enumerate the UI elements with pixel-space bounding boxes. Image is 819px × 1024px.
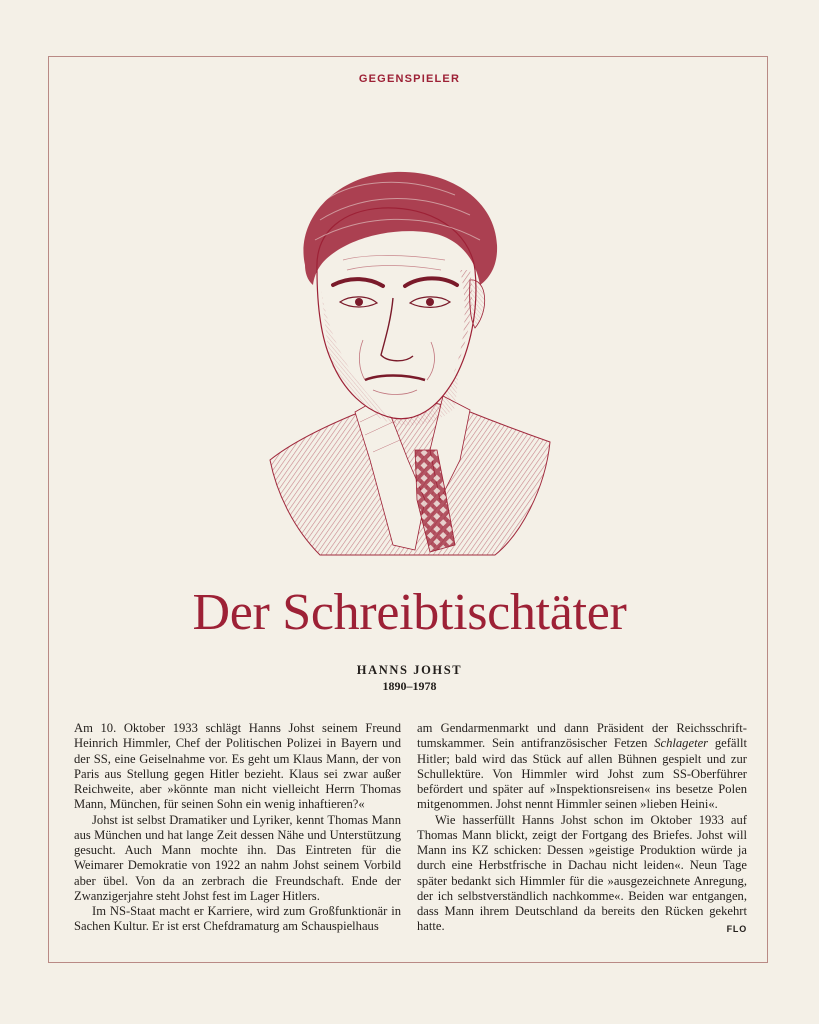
paragraph: Im NS-Staat macht er Karriere, wird zum Großfunktionär in Sachen Kultur. Er ist erst Chefdramaturg am Schauspielhaus	[74, 904, 401, 934]
section-kicker: GEGENSPIELER	[358, 73, 461, 85]
subject-name: HANNS JOHST	[356, 663, 463, 677]
paragraph	[417, 813, 747, 935]
paragraph-text: am Gendarmenmarkt und dann Präsident der Reichsschrifttumskammer. Sein antifranzösischer Fetzen	[417, 721, 747, 751]
paragraph: Johst ist selbst Dramatiker und Lyriker, kennt Thomas Mann aus München und hat lange Zeit dessen Nähe und Unterstützung gesucht. Auch Mann mochte ihn. Das Eintreten für die Weimarer Demokratie von 1922 an nahm Johst seinem Vorbild aber übel. Von da an zerbrach die Freundschaft. Ende der Zwanzigerjahre steht Johst fest im Lager Hitlers.	[74, 812, 401, 903]
byline	[0, 662, 819, 694]
paragraph	[417, 721, 747, 813]
article-column-right	[417, 721, 747, 938]
play-title: Schlageter	[654, 736, 709, 751]
paragraph: Am 10. Oktober 1933 schlägt Hanns Johst seinem Freund Heinrich Himmler, Chef der Politischen Polizei in Bayern und der SS, eine Geiselnahme vor. Es geht um Klaus Mann, der von Paris aus Stellung gegen Hitler bezieht. Klaus sei zwar außer Reichweite, aber »könnte man nicht vielleicht Herrn Thomas Mann, München, für seinen Sohn ein wenig inhaftieren?«	[74, 721, 401, 812]
author-signature: FLO	[726, 924, 747, 935]
subject-lifespan: 1890–1978	[382, 679, 437, 693]
article-headline: Der Schreibtischtäter	[192, 584, 627, 641]
paragraph-text: Wie hasserfüllt Hanns Johst schon im Oktober 1933 auf Thomas Mann blickt, zeigt der Fortgang des Briefes. Johst will Mann ins KZ schicken: Dessen »geistige Produktion würde ja durch eine Herbstfrische in Dachau nicht leiden«. Neun Tage später bedankt sich Himmler für die »ausgezeichnete Anregung, der ich selbstverständlich nachkomme«. Beiden war entgangen, dass Mann ihrem Deutschland da bereits den Rücken gekehrt hatte.	[417, 812, 747, 934]
portrait-illustration	[265, 160, 555, 560]
paragraph-text: gefällt Hitler; bald wird das Stück auf allen Bühnen gespielt und zur Schullektüre. Von Himmler wird Johst zum SS-Oberführer befördert und später auf »Inspektionsreisen« ins besetze Polen mitgenommen. Johst nennt Himmler seinen »lieben Heini«.	[417, 736, 747, 812]
article-column-left	[74, 721, 401, 935]
